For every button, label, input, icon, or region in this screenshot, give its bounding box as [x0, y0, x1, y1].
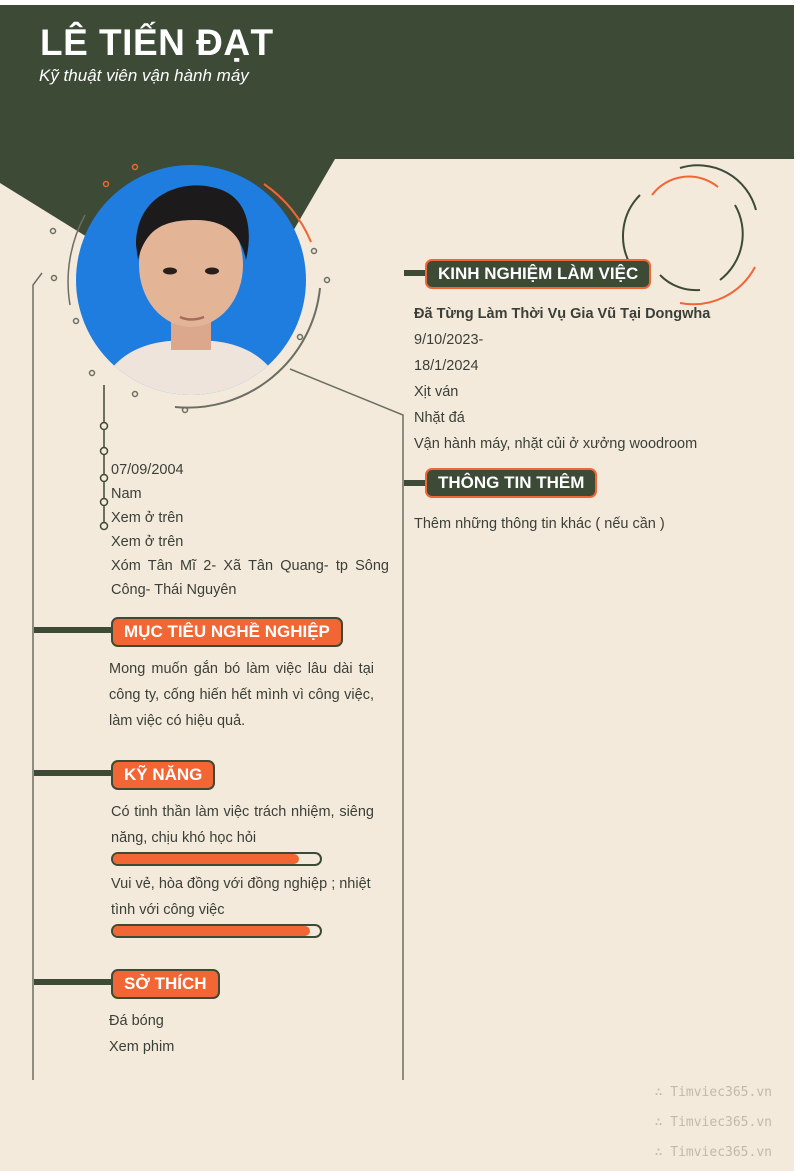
watermark-text: ∴ Timviec365.vn [654, 1115, 772, 1130]
job-title: Kỹ thuật viên vận hành máy [39, 66, 249, 85]
profile-photo [76, 165, 306, 395]
gender: Nam [111, 486, 142, 502]
skill-level-bar [111, 852, 322, 866]
section-heading-hobbies: SỞ THÍCH [111, 969, 220, 999]
experience-title: Đã Từng Làm Thời Vụ Gia Vũ Tại Dongwha [414, 306, 711, 322]
section-connector [34, 979, 114, 985]
objective-text: Mong muốn gắn bó làm việc lâu dài tại công ty, cống hiến hết mình vì công việc, làm việc có hiệu quả. [109, 661, 374, 729]
candidate-name: LÊ TIẾN ĐẠT [40, 22, 274, 63]
section-connector [34, 627, 114, 633]
address: Xóm Tân Mĩ 2- Xã Tân Quang- tp Sông Công- Thái Nguyên [111, 558, 389, 598]
section-heading-skills: KỸ NĂNG [111, 760, 215, 790]
skill-name: Vui vẻ, hòa đồng với đồng nghiệp ; nhiệt tình với công việc [111, 876, 371, 918]
phone: Xem ở trên [111, 510, 184, 526]
section-heading-experience: KINH NGHIỆM LÀM VIỆC [425, 259, 651, 289]
skill-level-bar [111, 924, 322, 938]
experience-end: 18/1/2024 [414, 358, 479, 374]
experience-item [414, 301, 774, 457]
birth-date: 07/09/2004 [111, 462, 184, 478]
experience-duty: Xịt ván [414, 384, 459, 400]
section-connector [34, 770, 114, 776]
personal-info [111, 458, 389, 602]
experience-duty: Vận hành máy, nhặt củi ở xưởng woodroom [414, 436, 698, 452]
section-heading-additional: THÔNG TIN THÊM [425, 468, 597, 498]
hobby-item: Xem phim [109, 1039, 175, 1055]
skill-level-fill [113, 854, 299, 864]
email: Xem ở trên [111, 534, 184, 550]
skill-name: Có tinh thần làm việc trách nhiệm, siêng năng, chịu khó học hỏi [111, 804, 374, 846]
hobby-item: Đá bóng [109, 1013, 164, 1029]
skill-level-fill [113, 926, 310, 936]
section-heading-objective: MỤC TIÊU NGHỀ NGHIỆP [111, 617, 343, 647]
cv-page [0, 5, 794, 1171]
experience-start: 9/10/2023- [414, 332, 484, 348]
additional-text: Thêm những thông tin khác ( nếu cần ) [414, 516, 665, 532]
watermark-text: ∴ Timviec365.vn [654, 1145, 772, 1160]
photo-portrait-icon [76, 165, 306, 395]
watermark-text: ∴ Timviec365.vn [654, 1085, 772, 1100]
experience-duty: Nhặt đá [414, 410, 465, 426]
